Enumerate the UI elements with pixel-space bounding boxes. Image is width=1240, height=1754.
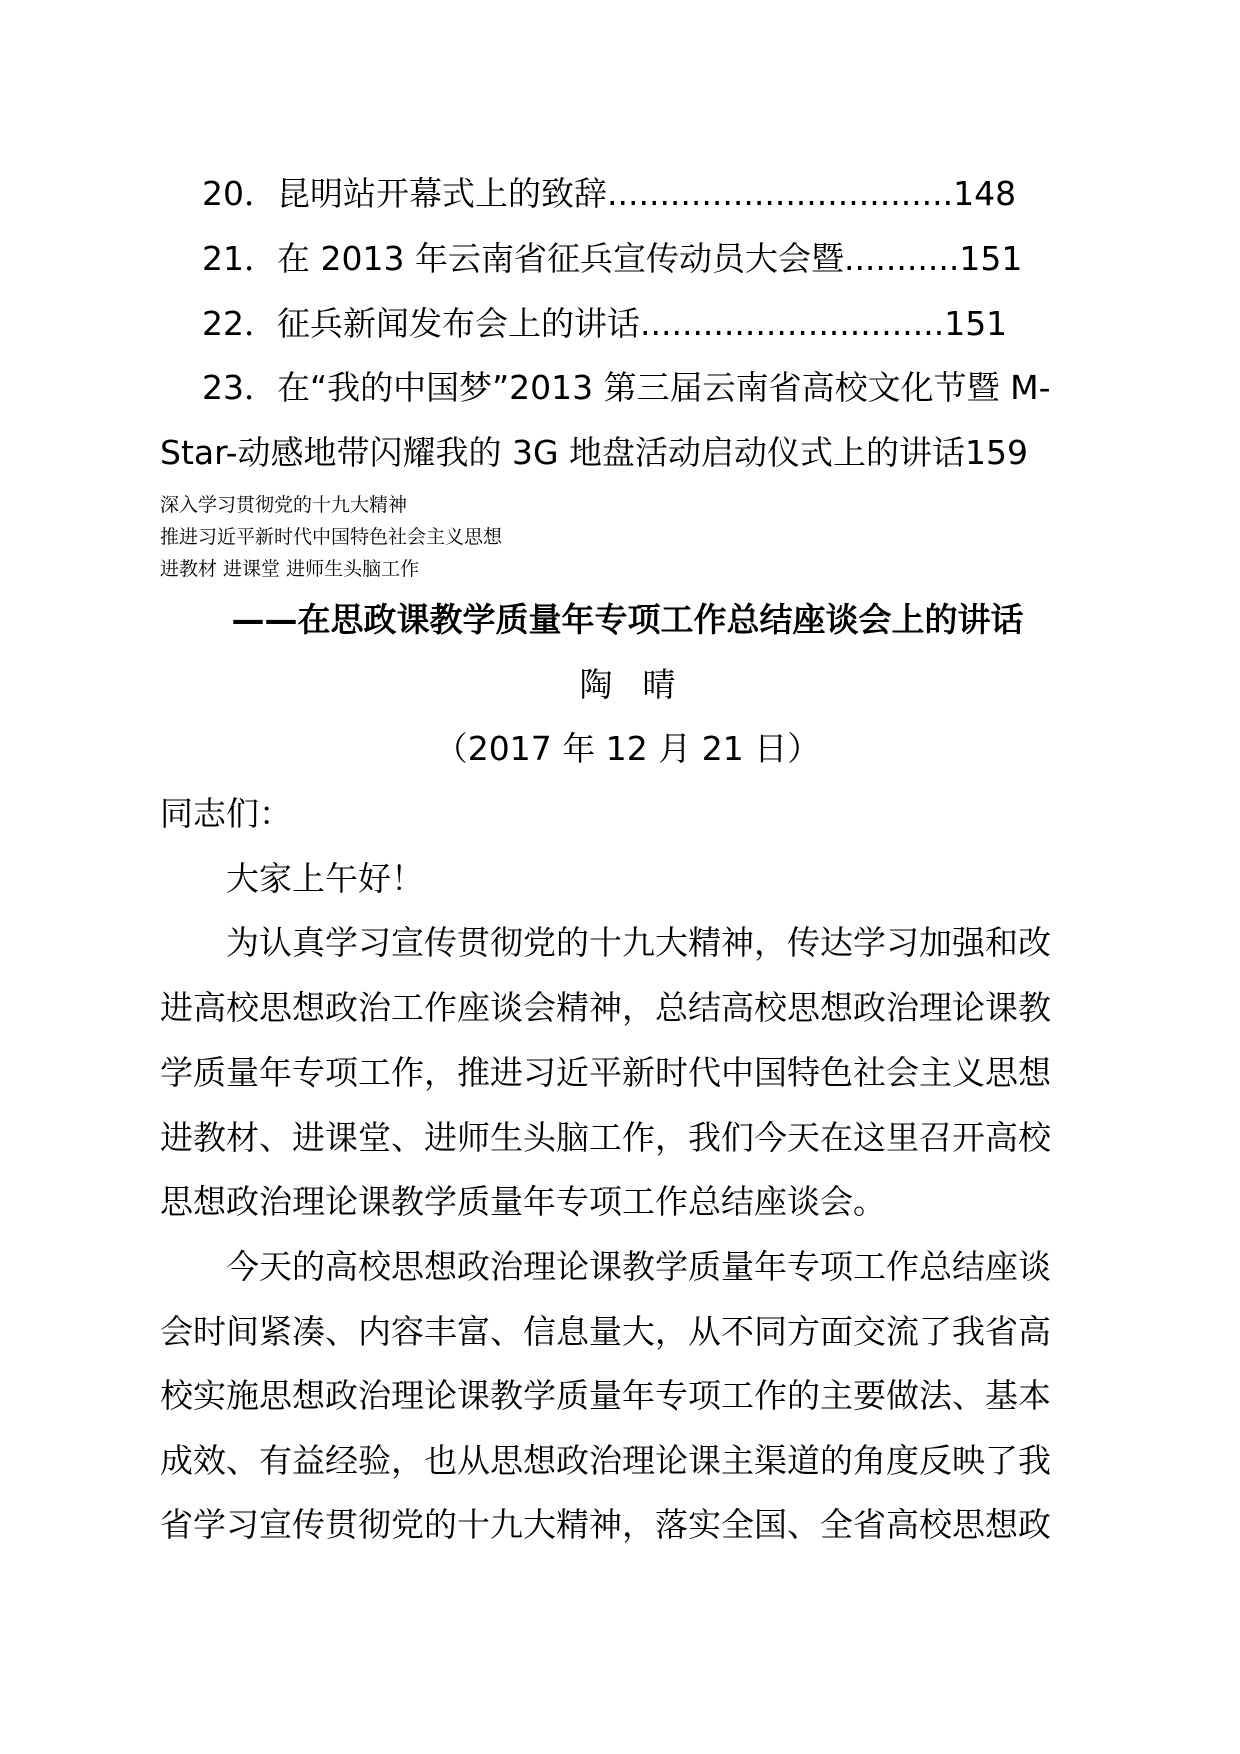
greeting: 大家上午好！ (226, 859, 424, 898)
heading-line-3: 进教材 进课堂 进师生头脑工作 (160, 558, 420, 580)
toc-entry-23-continued: Star-动感地带闪耀我的 3G 地盘活动启动仪式上的讲话159 (160, 433, 1029, 472)
paragraph-2-line-2: 会时间紧凑、内容丰富、信息量大，从不同方面交流了我省高 (160, 1312, 1051, 1351)
speech-subtitle: ——在思政课教学质量年专项工作总结座谈会上的讲话 (231, 600, 1024, 639)
paragraph-1-line-2: 进高校思想政治工作座谈会精神，总结高校思想政治理论课教 (160, 988, 1051, 1027)
paragraph-1-line-4: 进教材、进课堂、进师生头脑工作，我们今天在这里召开高校 (160, 1118, 1051, 1157)
salutation: 同志们： (160, 794, 292, 833)
paragraph-2-line-5: 省学习宣传贯彻党的十九大精神，落实全国、全省高校思想政 (160, 1505, 1051, 1544)
paragraph-1-line-5: 思想政治理论课教学质量年专项工作总结座谈会。 (160, 1182, 886, 1221)
heading-line-2: 推进习近平新时代中国特色社会主义思想 (160, 526, 503, 548)
toc-entry-23: 23．在“我的中国梦”2013 第三届云南省高校文化节暨 M- (202, 368, 1051, 407)
toc-entry-21: 21．在 2013 年云南省征兵宣传动员大会暨...........151 (202, 239, 1023, 278)
toc-entry-20: 20．昆明站开幕式上的致辞.................................148 (202, 174, 1017, 213)
paragraph-1-line-1: 为认真学习宣传贯彻党的十九大精神，传达学习加强和改 (226, 923, 1051, 962)
paragraph-2-line-3: 校实施思想政治理论课教学质量年专项工作的主要做法、基本 (160, 1376, 1051, 1415)
author-name: 陶晴 (579, 665, 706, 704)
heading-line-1: 深入学习贯彻党的十九大精神 (160, 494, 408, 516)
paragraph-2-line-1: 今天的高校思想政治理论课教学质量年专项工作总结座谈 (226, 1247, 1051, 1286)
toc-entry-22: 22．征兵新闻发布会上的讲话.............................151 (202, 304, 1008, 343)
paragraph-2-line-4: 成效、有益经验，也从思想政治理论课主渠道的角度反映了我 (160, 1441, 1051, 1480)
paragraph-1-line-3: 学质量年专项工作，推进习近平新时代中国特色社会主义思想 (160, 1053, 1051, 1092)
speech-date: （2017 年 12 月 21 日） (434, 729, 821, 768)
